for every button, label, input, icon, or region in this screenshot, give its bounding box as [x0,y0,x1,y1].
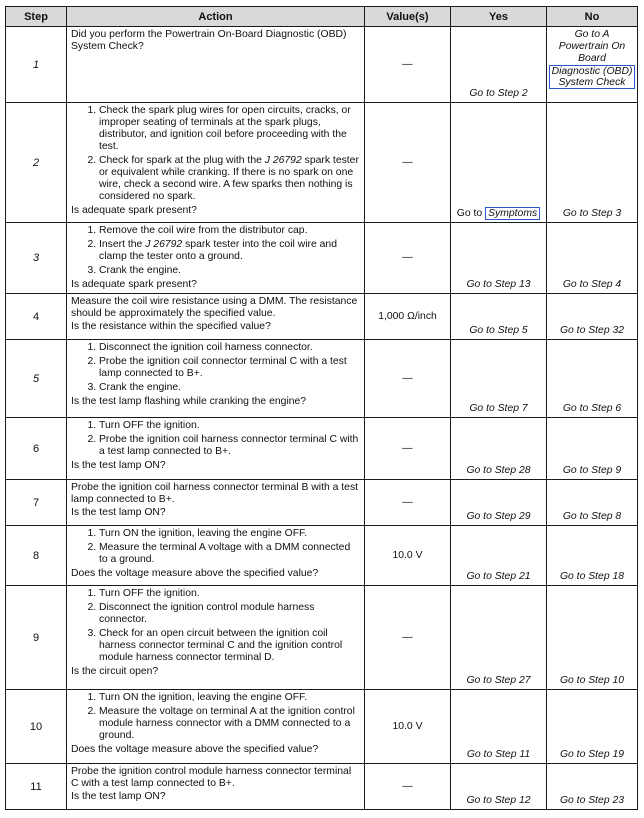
link-line: System Check [558,77,626,88]
step-number: 10 [6,690,67,764]
no-cell[interactable]: Go to Step 18 [547,526,638,586]
yes-prefix: Go to [456,208,483,219]
action-item: 2. Insert the J 26792 spark tester into the coil wire and clamp the tester onto a ground. [99,239,360,263]
no-cell[interactable]: Go to Step 9 [547,418,638,480]
step-number: 2 [6,103,67,223]
obd-system-check-link[interactable] [549,65,636,89]
table-row [6,103,638,223]
action-cell [67,526,365,586]
table-row [6,294,638,340]
no-cell[interactable]: Go to Step 4 [547,223,638,294]
action-question: Is the test lamp flashing while cranking the engine? [71,396,307,407]
yes-cell[interactable]: Go to Step 12 [451,764,547,810]
yes-cell[interactable]: Go to Step 7 [451,340,547,418]
value-cell: — [365,764,451,810]
no-cell[interactable]: Go to Step 3 [547,103,638,223]
action-question: Is the test lamp ON? [71,791,166,802]
table-row [6,223,638,294]
yes-cell[interactable]: Go to Step 2 [451,27,547,103]
action-cell [67,764,365,810]
action-question: Is the circuit open? [71,666,159,677]
action-cell [67,27,365,103]
action-cell [67,690,365,764]
no-cell[interactable] [547,27,638,103]
table-row [6,526,638,586]
action-item: 3. Crank the engine. [99,265,360,277]
action-question: Did you perform the Powertrain On-Board Diagnostic (OBD) System Check? [71,29,347,52]
no-text-line: Go to A [574,29,610,40]
step-number: 5 [6,340,67,418]
step-number: 4 [6,294,67,340]
action-question: Is adequate spark present? [71,279,197,290]
action-cell [67,294,365,340]
no-cell[interactable]: Go to Step 6 [547,340,638,418]
yes-cell[interactable]: Go to Step 28 [451,418,547,480]
value-cell: — [365,586,451,690]
value-cell: — [365,27,451,103]
step-number: 9 [6,586,67,690]
yes-cell[interactable]: Go to Step 13 [451,223,547,294]
action-item: 2. Disconnect the ignition control module harness connector. [99,602,360,626]
step-number: 7 [6,480,67,526]
yes-cell[interactable]: Go to Step 11 [451,690,547,764]
action-item: 2. Measure the terminal A voltage with a DMM connected to a ground. [99,542,360,566]
yes-cell[interactable]: Go to Step 29 [451,480,547,526]
yes-cell[interactable]: Go to Step 21 [451,526,547,586]
value-cell: — [365,480,451,526]
action-question: Is the test lamp ON? [71,460,166,471]
value-cell: 10.0 V [365,690,451,764]
no-cell[interactable]: Go to Step 10 [547,586,638,690]
table-row [6,418,638,480]
action-cell [67,223,365,294]
action-item: 2. Check for spark at the plug with the J 26792 spark tester or equivalent while cranking. If there is no spark on one wire, check a second wire. A few sparks then nothing is considered no spark. [99,155,360,203]
no-cell[interactable]: Go to Step 32 [547,294,638,340]
action-cell [67,340,365,418]
link-line: Diagnostic (OBD) [551,66,633,77]
action-cell [67,586,365,690]
tool-number: J 26792 [145,239,183,250]
no-cell[interactable]: Go to Step 23 [547,764,638,810]
action-cell [67,480,365,526]
step-number: 3 [6,223,67,294]
action-item: 1. Turn ON the ignition, leaving the engine OFF. [99,692,360,704]
table-row [6,690,638,764]
action-cell [67,103,365,223]
header-row [6,7,638,27]
header-values: Value(s) [365,7,451,27]
symptoms-link[interactable]: Symptoms [485,207,540,220]
header-step: Step [6,7,67,27]
header-no: No [547,7,638,27]
tool-number: J 26792 [264,155,302,166]
value-cell: — [365,340,451,418]
action-item: 1. Disconnect the ignition coil harness connector. [99,342,360,354]
yes-cell[interactable] [451,103,547,223]
table-row [6,586,638,690]
yes-cell[interactable]: Go to Step 5 [451,294,547,340]
step-number: 8 [6,526,67,586]
step-number: 1 [6,27,67,103]
action-paragraph: Measure the coil wire resistance using a DMM. The resistance should be approximately the specified value. [71,296,358,319]
value-cell: 1,000 Ω/inch [365,294,451,340]
value-cell: — [365,223,451,294]
diagnostic-table [5,6,638,810]
value-cell: — [365,103,451,223]
action-paragraph: Probe the ignition control module harness connector terminal C with a test lamp connected to B+. [71,766,352,789]
action-cell [67,418,365,480]
no-cell[interactable]: Go to Step 8 [547,480,638,526]
action-question: Is adequate spark present? [71,205,197,216]
no-cell[interactable]: Go to Step 19 [547,690,638,764]
table-row [6,764,638,810]
action-item: 3. Crank the engine. [99,382,360,394]
action-question: Is the test lamp ON? [71,507,166,518]
action-item: 3. Check for an open circuit between the ignition coil harness connector terminal C and the ignition control module harness connector terminal D. [99,628,360,664]
header-yes: Yes [451,7,547,27]
step-number: 6 [6,418,67,480]
action-item: 2. Probe the ignition coil harness connector terminal C with a test lamp connected to B+. [99,434,360,458]
action-item: 2. Measure the voltage on terminal A at the ignition control module harness connector with a DMM connected to a ground. [99,706,360,742]
table-row [6,27,638,103]
yes-cell[interactable]: Go to Step 27 [451,586,547,690]
table-row [6,340,638,418]
action-item: 1. Check the spark plug wires for open circuits, cracks, or improper seating of terminals at the spark plugs, distributor, and ignition coil before proceeding with the test. [99,105,360,153]
action-paragraph: Probe the ignition coil harness connector terminal B with a test lamp connected to B+. [71,482,359,505]
value-cell: — [365,418,451,480]
action-question: Is the resistance within the specified value? [71,321,271,332]
action-item: 2. Probe the ignition coil connector terminal C with a test lamp connected to B+. [99,356,360,380]
step-number: 11 [6,764,67,810]
action-item: 1. Remove the coil wire from the distributor cap. [99,225,360,237]
table-row [6,480,638,526]
action-item: 1. Turn OFF the ignition. [99,588,360,600]
no-text-line: Powertrain On [558,41,626,52]
no-text-line: Board [578,53,606,64]
value-cell: 10.0 V [365,526,451,586]
action-item: 1. Turn OFF the ignition. [99,420,360,432]
action-question: Does the voltage measure above the specified value? [71,744,319,755]
action-question: Does the voltage measure above the specified value? [71,568,319,579]
header-action: Action [67,7,365,27]
action-item: 1. Turn ON the ignition, leaving the engine OFF. [99,528,360,540]
